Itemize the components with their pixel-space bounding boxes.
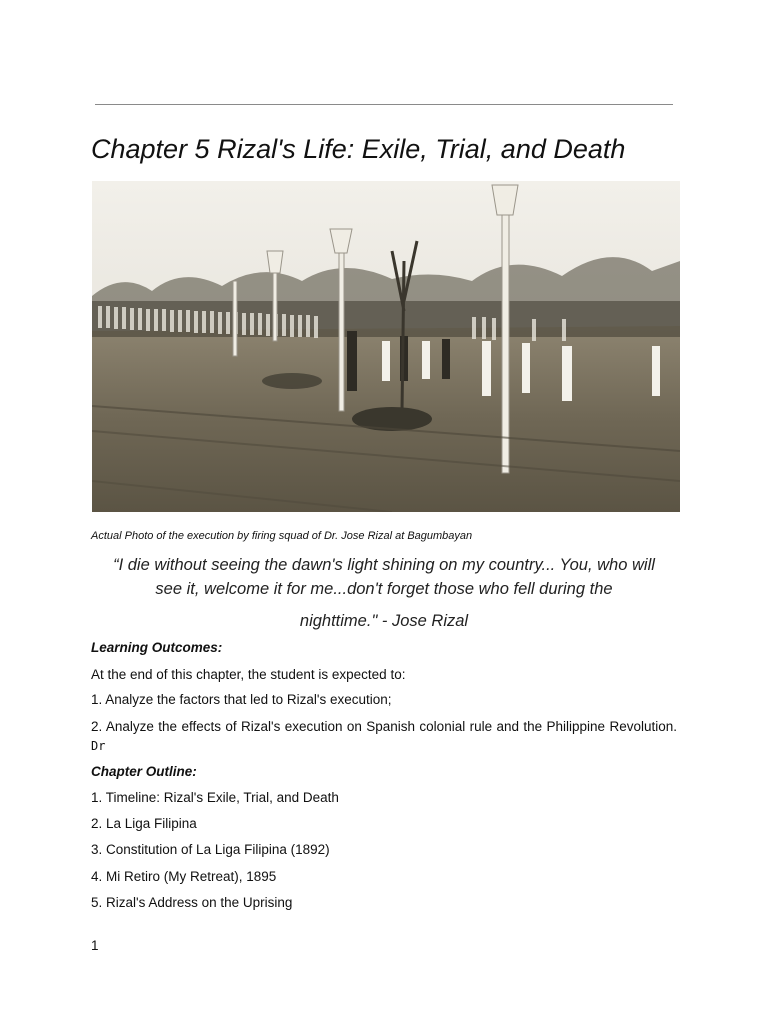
historical-photo-icon bbox=[92, 181, 680, 512]
quote-line-3: nighttime." - Jose Rizal bbox=[299, 612, 469, 630]
outline-item: 1. Timeline: Rizal's Exile, Trial, and Death bbox=[91, 790, 339, 805]
outline-item: 3. Constitution of La Liga Filipina (1892) bbox=[91, 842, 330, 857]
quote-line-2: see it, welcome it for me...don't forget those who fell during the bbox=[155, 580, 613, 598]
header-rule bbox=[95, 104, 673, 105]
learning-outcome-item-tail: Dr bbox=[91, 739, 106, 753]
chapter-outline-heading: Chapter Outline: bbox=[91, 764, 197, 779]
learning-outcomes-heading: Learning Outcomes: bbox=[91, 640, 223, 655]
learning-outcome-item: 1. Analyze the factors that led to Rizal's execution; bbox=[91, 692, 392, 707]
photo-caption: Actual Photo of the execution by firing squad of Dr. Jose Rizal at Bagumbayan bbox=[91, 530, 473, 542]
outline-item: 5. Rizal's Address on the Uprising bbox=[91, 895, 293, 910]
learning-outcome-item bbox=[91, 717, 677, 756]
outline-item: 2. La Liga Filipina bbox=[91, 816, 197, 831]
learning-outcome-item-text: 2. Analyze the effects of Rizal's execution on Spanish colonial rule and the Philippine Revolution. bbox=[91, 719, 677, 734]
chapter-title: Chapter 5 Rizal's Life: Exile, Trial, and Death bbox=[91, 134, 626, 164]
execution-photo bbox=[92, 181, 680, 512]
outline-item: 4. Mi Retiro (My Retreat), 1895 bbox=[91, 869, 277, 884]
page-number: 1 bbox=[91, 938, 99, 953]
quote-line-1: “I die without seeing the dawn's light shining on my country... You, who will bbox=[113, 556, 655, 574]
learning-outcomes-intro: At the end of this chapter, the student is expected to: bbox=[91, 667, 406, 682]
rizal-quote bbox=[91, 553, 677, 633]
